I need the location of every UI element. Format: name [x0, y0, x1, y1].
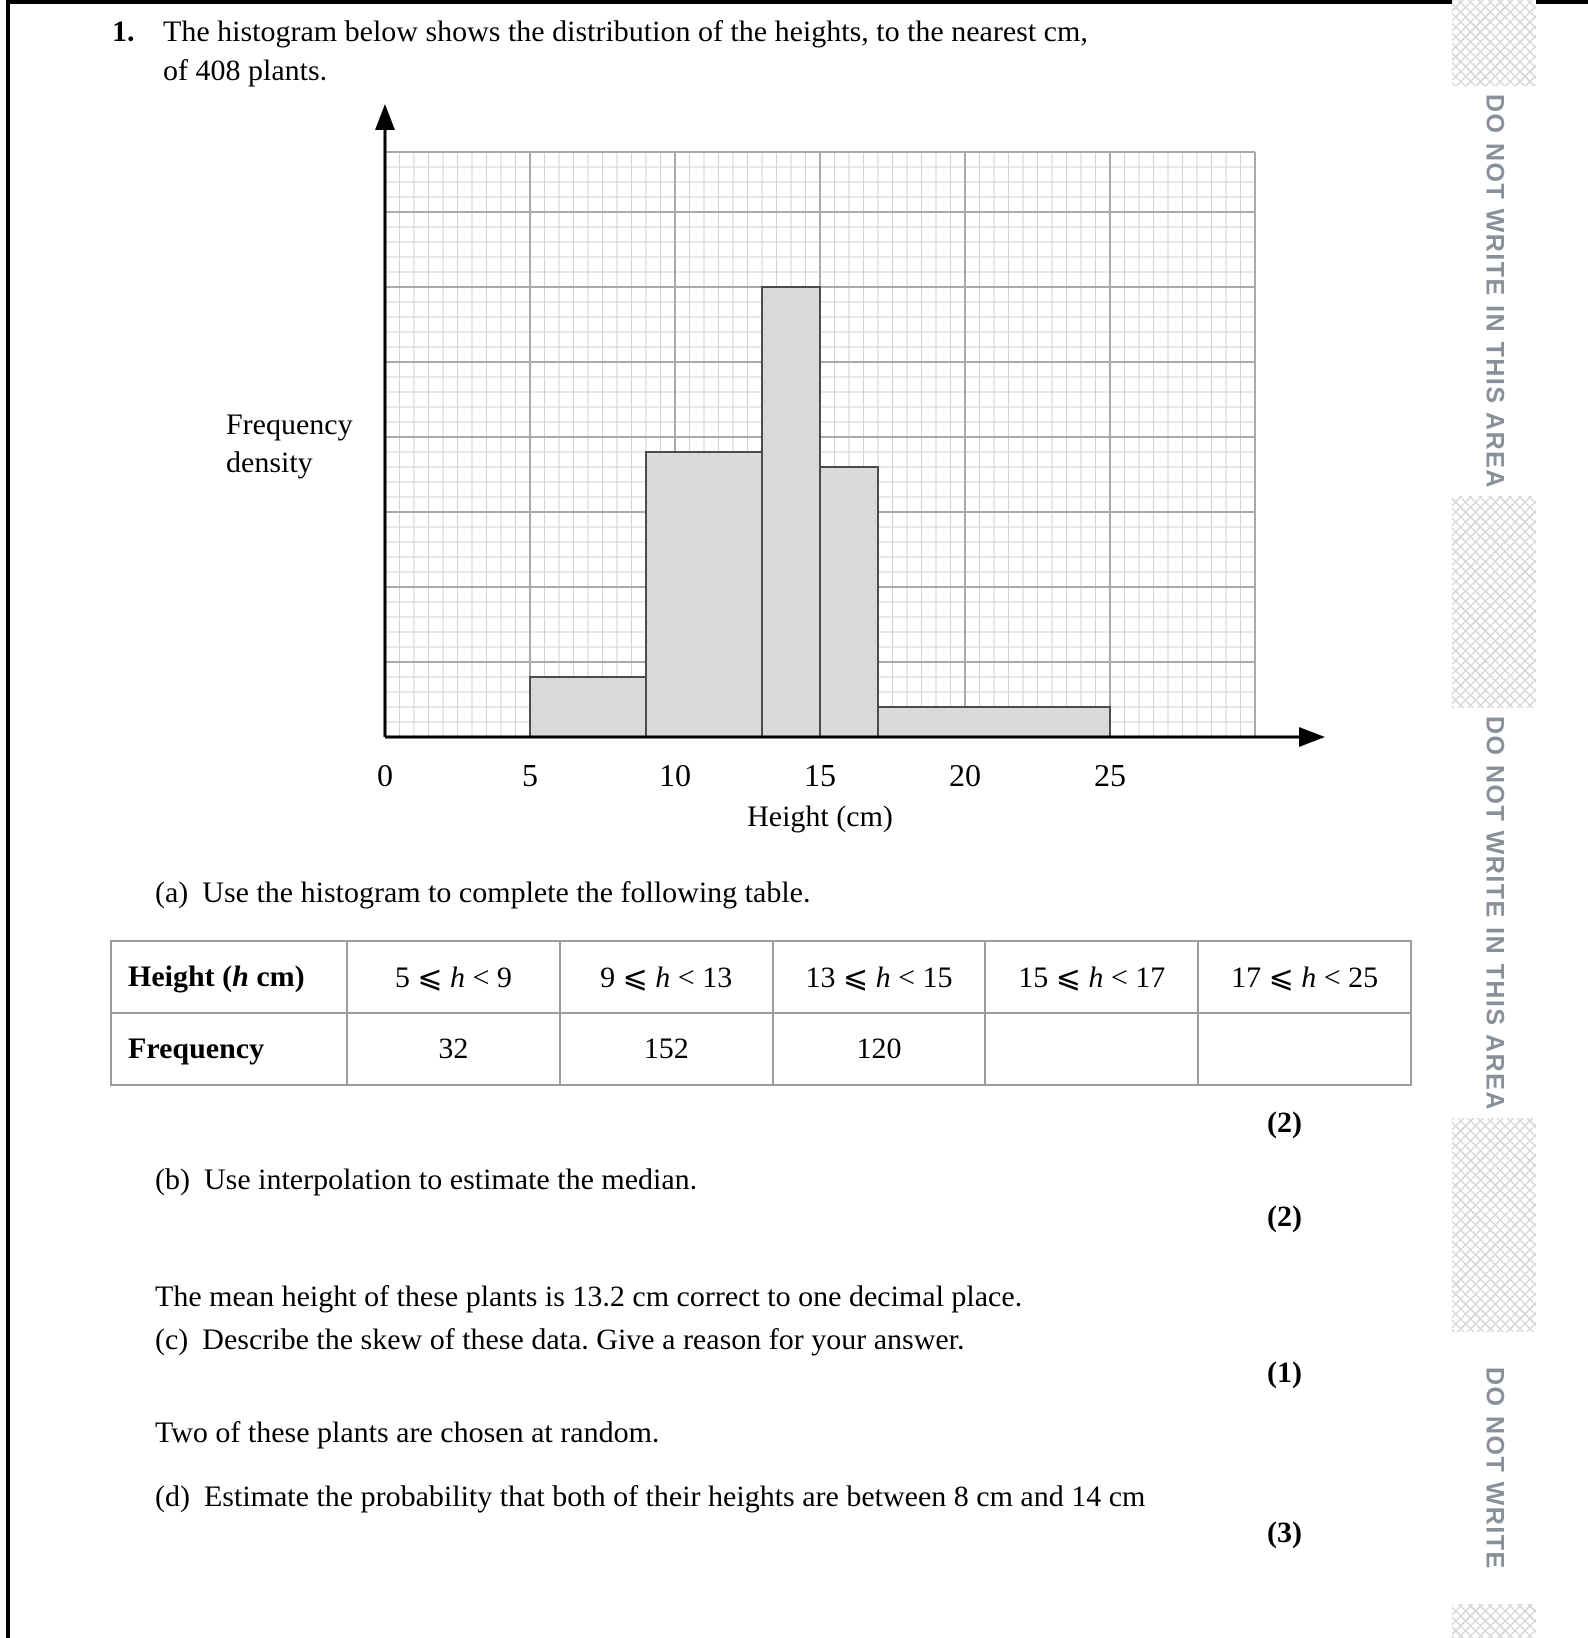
frequency-table — [110, 940, 1412, 1086]
x-axis-label: Height (cm) — [747, 800, 893, 833]
random-note: Two of these plants are chosen at random. — [155, 1416, 660, 1449]
question-intro-text — [163, 12, 1088, 90]
page-left-border — [6, 0, 10, 1638]
histogram-bar — [530, 677, 646, 737]
table-cell: 15 ⩽ h < 17 — [985, 941, 1198, 1013]
part-b-marks: (2) — [1267, 1200, 1302, 1233]
part-a-text: Use the histogram to complete the following table. — [202, 876, 811, 909]
table-cell: 152 — [560, 1013, 773, 1085]
part-a-label: (a) — [155, 876, 189, 909]
part-d-marks: (3) — [1267, 1516, 1302, 1549]
part-c-text: Describe the skew of these data. Give a reason for your answer. — [202, 1323, 965, 1356]
part-b-label: (b) — [155, 1163, 190, 1196]
part-a-marks: (2) — [1267, 1106, 1302, 1139]
x-axis-arrow — [1299, 727, 1325, 747]
part-d-text: Estimate the probability that both of their heights are between 8 cm and 14 cm — [203, 1480, 1146, 1513]
part-c-label: (c) — [155, 1323, 189, 1356]
table-row — [111, 1013, 1411, 1085]
part-c-marks: (1) — [1267, 1356, 1302, 1389]
mean-note: The mean height of these plants is 13.2 cm correct to one decimal place. — [155, 1280, 1023, 1313]
part-b-text: Use interpolation to estimate the median. — [203, 1163, 698, 1196]
histogram-bar — [878, 707, 1110, 737]
do-not-write-warning-middle: DO NOT WRITE IN THIS AREA — [1452, 708, 1536, 1118]
x-tick-label: 0 — [377, 757, 393, 793]
do-not-write-warning-bottom: DO NOT WRITE — [1452, 1332, 1536, 1604]
part-b — [155, 1163, 697, 1197]
x-tick-label: 5 — [522, 757, 538, 793]
part-d-label: (d) — [155, 1480, 190, 1513]
question-intro-line1: The histogram below shows the distribution of the heights, to the nearest cm, — [163, 15, 1088, 48]
table-cell: 32 — [347, 1013, 560, 1085]
page-top-border — [6, 0, 1588, 4]
y-axis-label: Frequency density — [226, 408, 353, 479]
table-cell: 9 ⩽ h < 13 — [560, 941, 773, 1013]
table-row-label: Frequency — [111, 1013, 347, 1085]
part-d — [155, 1480, 1145, 1514]
x-tick-label: 25 — [1094, 757, 1126, 793]
question-intro-line2: of 408 plants. — [163, 54, 328, 87]
table-cell: 5 ⩽ h < 9 — [347, 941, 560, 1013]
x-tick-label: 15 — [804, 757, 836, 793]
table-cell: 17 ⩽ h < 25 — [1198, 941, 1411, 1013]
question-intro — [112, 12, 1088, 90]
histogram-bar — [762, 287, 820, 737]
x-tick-label: 20 — [949, 757, 981, 793]
x-tick-label: 10 — [659, 757, 691, 793]
frequency-table-body — [111, 941, 1411, 1085]
answer-cell-empty — [985, 1013, 1198, 1085]
do-not-write-warning-top: DO NOT WRITE IN THIS AREA — [1452, 86, 1536, 496]
table-row — [111, 941, 1411, 1013]
part-a — [155, 876, 811, 910]
part-c — [155, 1323, 965, 1357]
question-number: 1. — [112, 15, 135, 48]
table-cell: 120 — [773, 1013, 986, 1085]
histogram-bar — [820, 467, 878, 737]
table-cell: 13 ⩽ h < 15 — [773, 941, 986, 1013]
table-row-label: Height (h cm) — [111, 941, 347, 1013]
answer-cell-empty — [1198, 1013, 1411, 1085]
histogram-bar — [646, 452, 762, 737]
y-axis-arrow — [375, 104, 395, 130]
